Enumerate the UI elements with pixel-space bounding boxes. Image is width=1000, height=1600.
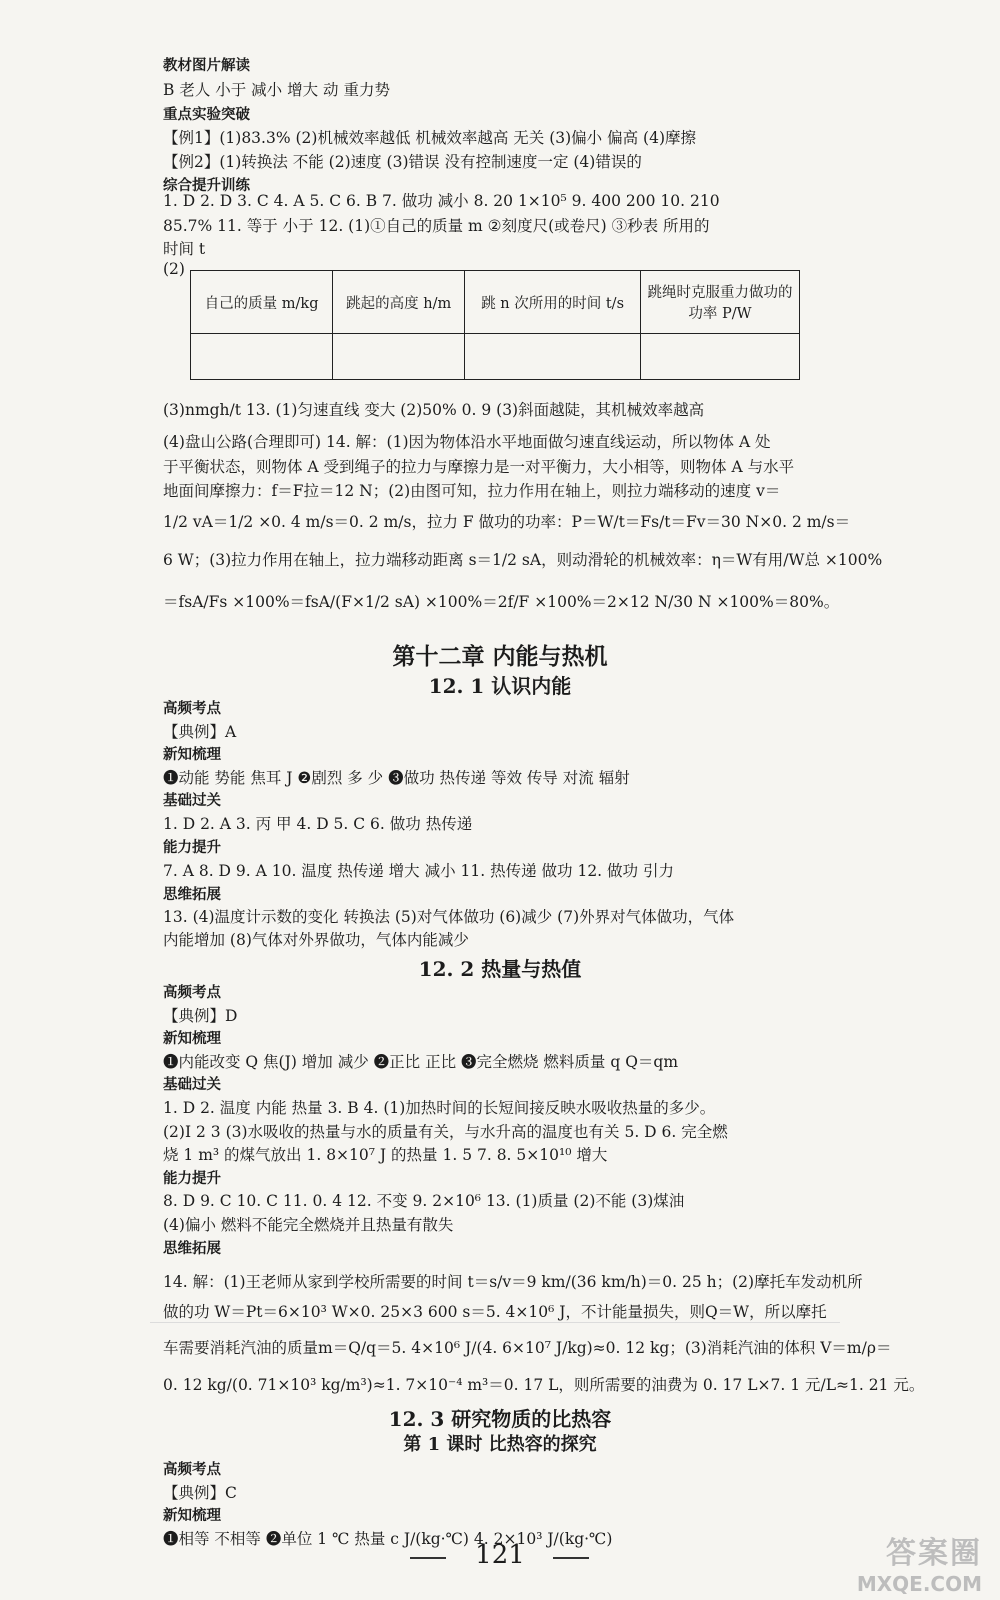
answer-line: ❶动能 势能 焦耳 J ❷剧烈 多 少 ❸做功 热传递 等效 传导 对流 辐射 (163, 769, 630, 787)
answer-line: 1. D 2. A 3. 丙 甲 4. D 5. C 6. 做功 热传递 (163, 815, 473, 833)
section-title-12-2: 12. 2 热量与热值 (418, 957, 582, 981)
answer-line: 14. 解：(1)王老师从家到学校所需要的时间 t＝s/v＝9 km/(36 km/h)＝0. 25 h；(2)摩托车发动机所 (163, 1273, 863, 1291)
table-cell (465, 334, 641, 380)
answer-line: (4)偏小 燃料不能完全燃烧并且热量有散失 (163, 1216, 454, 1234)
watermark-brand: 答案圈 (886, 1536, 982, 1571)
scan-rule (150, 1322, 840, 1323)
heading-high-frequency: 高频考点 (163, 985, 221, 1001)
answer-line: 1. D 2. D 3. C 4. A 5. C 6. B 7. 做功 减小 8. 20 1×10⁵ 9. 400 200 10. 210 (163, 192, 720, 210)
answer-line: 1/2 vA＝1/2 ×0. 4 m/s＝0. 2 m/s，拉力 F 做功的功率：P＝W/t＝Fs/t＝Fv＝30 N×0. 2 m/s＝ (163, 513, 851, 531)
answer-line: 【典例】C (163, 1484, 237, 1502)
answer-line: 6 W；(3)拉力作用在轴上，拉力端移动距离 s＝1/2 sA，则动滑轮的机械效率：η＝W有用/W总 ×100% (163, 551, 883, 569)
answer-line: ＝fsA/Fs ×100%＝fsA/(F×1/2 sA) ×100%＝2f/F ×100%＝2×12 N/30 N ×100%＝80%。 (163, 593, 840, 611)
answer-line: 【例1】(1)83.3% (2)机械效率越低 机械效率越高 无关 (3)偏小 偏高 (4)摩擦 (163, 129, 696, 147)
answer-line: 时间 t (163, 240, 206, 258)
answer-line: 烧 1 m³ 的煤气放出 1. 8×10⁷ J 的热量 1. 5 7. 8. 5×10¹⁰ 增大 (163, 1146, 608, 1164)
page-number-dash-right (553, 1557, 589, 1559)
answer-line: (2) (163, 260, 185, 278)
data-record-table (190, 270, 800, 380)
heading-basic: 基础过关 (163, 793, 221, 809)
section-title-12-1: 12. 1 认识内能 (428, 674, 572, 698)
table-header: 跳绳时克服重力做功的功率 P/W (641, 271, 800, 334)
chapter-title: 第十二章 内能与热机 (392, 643, 608, 670)
lesson-subtitle: 第 1 课时 比热容的探究 (403, 1434, 597, 1455)
answer-line: 13. (4)温度计示数的变化 转换法 (5)对气体做功 (6)减少 (7)外界对气体做功，气体 (163, 908, 735, 926)
table-header: 跳起的高度 h/m (333, 271, 465, 334)
heading-key-experiments: 重点实验突破 (163, 107, 250, 123)
heading-high-frequency: 高频考点 (163, 701, 221, 717)
answer-line: (4)盘山公路(合理即可) 14. 解：(1)因为物体沿水平地面做匀速直线运动，所以物体 A 处 (163, 433, 771, 451)
answer-line: 7. A 8. D 9. A 10. 温度 热传递 增大 减小 11. 热传递 做功 12. 做功 引力 (163, 862, 674, 880)
heading-thinking: 思维拓展 (163, 1241, 221, 1257)
watermark-site: MXQE.COM (856, 1572, 982, 1596)
answer-line: ❶内能改变 Q 焦(J) 增加 减少 ❷正比 正比 ❸完全燃烧 燃料质量 q Q＝qm (163, 1053, 679, 1071)
page-number: 121 (475, 1540, 525, 1570)
answer-line: 【典例】A (163, 723, 237, 741)
heading-basic: 基础过关 (163, 1077, 221, 1093)
heading-high-frequency: 高频考点 (163, 1462, 221, 1478)
answer-line: 【例2】(1)转换法 不能 (2)速度 (3)错误 没有控制速度一定 (4)错误的 (163, 153, 642, 171)
heading-new-knowledge: 新知梳理 (163, 1031, 221, 1047)
heading-comprehensive-training: 综合提升训练 (163, 178, 250, 194)
table-cell (191, 334, 333, 380)
answer-line: B 老人 小于 减小 增大 动 重力势 (163, 81, 390, 99)
heading-textbook-images: 教材图片解读 (163, 58, 250, 74)
table-cell (641, 334, 800, 380)
answer-line: (2)I 2 3 (3)水吸收的热量与水的质量有关，与水升高的温度也有关 5. D 6. 完全燃 (163, 1123, 728, 1141)
answer-line: ❶相等 不相等 ❷单位 1 ℃ 热量 c J/(kg·℃) 4. 2×10³ J/(kg·℃) (163, 1530, 613, 1548)
answer-line: 【典例】D (163, 1007, 238, 1025)
answer-line: 车需要消耗汽油的质量m＝Q/q＝5. 4×10⁶ J/(4. 6×10⁷ J/kg)≈0. 12 kg；(3)消耗汽油的体积 V＝m/ρ＝ (163, 1339, 892, 1357)
heading-ability: 能力提升 (163, 840, 221, 856)
table-header: 自己的质量 m/kg (191, 271, 333, 334)
answer-line: 于平衡状态，则物体 A 受到绳子的拉力与摩擦力是一对平衡力，大小相等，则物体 A 与水平 (163, 458, 795, 476)
answer-line: 1. D 2. 温度 内能 热量 3. B 4. (1)加热时间的长短间接反映水吸收热量的多少。 (163, 1099, 716, 1117)
heading-new-knowledge: 新知梳理 (163, 747, 221, 763)
table-header: 跳 n 次所用的时间 t/s (465, 271, 641, 334)
heading-new-knowledge: 新知梳理 (163, 1508, 221, 1524)
answer-line: 做的功 W＝Pt＝6×10³ W×0. 25×3 600 s＝5. 4×10⁶ J，不计能量损失，则Q＝W，所以摩托 (163, 1303, 827, 1321)
section-title-12-3: 12. 3 研究物质的比热容 (388, 1407, 612, 1431)
table-cell (333, 334, 465, 380)
answer-line: 0. 12 kg/(0. 71×10³ kg/m³)≈1. 7×10⁻⁴ m³＝0. 17 L，则所需要的油费为 0. 17 L×7. 1 元/L≈1. 21 元。 (163, 1376, 925, 1394)
watermark-logo (857, 1528, 982, 1596)
answer-line: 8. D 9. C 10. C 11. 0. 4 12. 不变 9. 2×10⁶ 13. (1)质量 (2)不能 (3)煤油 (163, 1192, 685, 1210)
answer-line: 地面间摩擦力：f＝F拉＝12 N；(2)由图可知，拉力作用在轴上，则拉力端移动的速度 v＝ (163, 482, 781, 500)
heading-thinking: 思维拓展 (163, 887, 221, 903)
heading-ability: 能力提升 (163, 1171, 221, 1187)
answer-line: 内能增加 (8)气体对外界做功，气体内能减少 (163, 931, 469, 949)
answer-line: 85.7% 11. 等于 小于 12. (1)①自己的质量 m ②刻度尺(或卷尺) ③秒表 所用的 (163, 217, 710, 235)
answer-line: (3)nmgh/t 13. (1)匀速直线 变大 (2)50% 0. 9 (3)斜面越陡，其机械效率越高 (163, 401, 705, 419)
